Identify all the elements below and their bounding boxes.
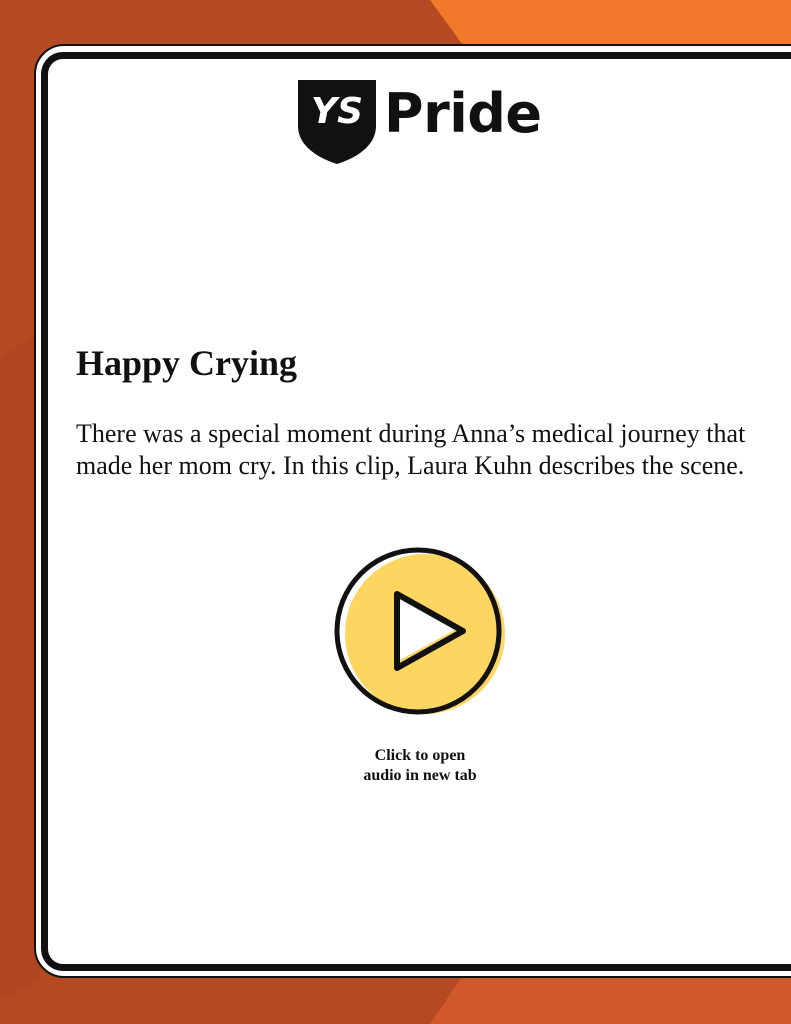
play-audio-button[interactable] bbox=[333, 546, 509, 718]
page-title: Happy Crying bbox=[76, 343, 298, 383]
shield-icon bbox=[296, 78, 378, 164]
play-caption-line-1: Click to open bbox=[374, 747, 466, 764]
brand-wordmark: Pride bbox=[384, 82, 542, 145]
play-caption-line-2: audio in new tab bbox=[363, 767, 477, 784]
content-card bbox=[34, 44, 791, 978]
play-caption bbox=[320, 746, 520, 786]
content-card-inner bbox=[41, 52, 791, 971]
page-description: There was a special moment during Anna’s medical journey that made her mom cry. In this clip, Laura Kuhn describes the scene. bbox=[76, 419, 746, 480]
shield-initials: YS bbox=[311, 91, 363, 132]
brand-logo bbox=[296, 78, 542, 164]
